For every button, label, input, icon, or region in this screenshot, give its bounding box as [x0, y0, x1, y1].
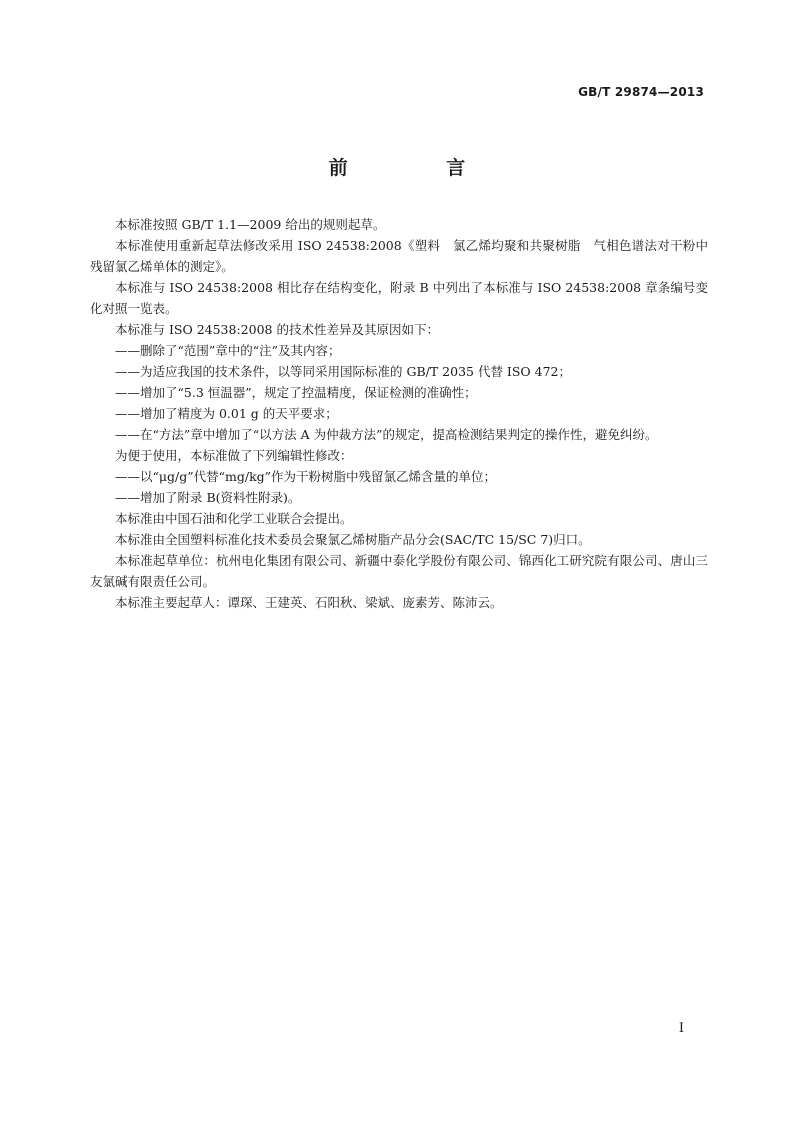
- list-item-difference-2: ——为适应我国的技术条件，以等同采用国际标准的 GB/T 2035 代替 ISO 472；: [115, 364, 572, 379]
- paragraph-proposer: 本标准由中国石油和化学工业联合会提出。: [115, 511, 353, 526]
- paragraph-drafters: 本标准主要起草人：谭琛、王建英、石阳秋、梁斌、庞素芳、陈沛云。: [115, 595, 503, 610]
- list-item-editorial-2: ——增加了附录 B(资料性附录)。: [115, 490, 301, 505]
- paragraph-drafting-rules: 本标准按照 GB/T 1.1—2009 给出的规则起草。: [115, 217, 386, 232]
- list-item-editorial-1: ——以“μg/g”代替“mg/kg”作为干粉树脂中残留氯乙烯含量的单位；: [115, 469, 497, 484]
- list-item-difference-4: ——增加了精度为 0.01 g 的天平要求；: [115, 406, 338, 421]
- foreword-body: [90, 214, 708, 613]
- page-number: I: [678, 1021, 684, 1036]
- list-item-difference-1: ——删除了“范围”章中的“注”及其内容；: [115, 343, 341, 358]
- page-title: 前 言: [328, 157, 512, 179]
- paragraph-adoption-method: 本标准使用重新起草法修改采用 ISO 24538:2008《塑料 氯乙烯均聚和共聚树脂 气相色谱法对干粉中残留氯乙烯单体的测定》。: [90, 238, 708, 274]
- paragraph-structure-changes: 本标准与 ISO 24538:2008 相比存在结构变化，附录 B 中列出了本标准与 ISO 24538:2008 章条编号变化对照一览表。: [90, 280, 708, 316]
- paragraph-editorial-changes: 为便于使用，本标准做了下列编辑性修改：: [115, 448, 353, 463]
- paragraph-drafting-units: 本标准起草单位：杭州电化集团有限公司、新疆中泰化学股份有限公司、锦西化工研究院有限公司、唐山三友氯碱有限责任公司。: [90, 553, 708, 589]
- list-item-difference-3: ——增加了“5.3 恒温器”，规定了控温精度，保证检测的准确性；: [115, 385, 477, 400]
- paragraph-committee: 本标准由全国塑料标准化技术委员会聚氯乙烯树脂产品分会(SAC/TC 15/SC 7)归口。: [115, 532, 591, 547]
- list-item-difference-5: ——在“方法”章中增加了“以方法 A 为仲裁方法”的规定，提高检测结果判定的操作性，避免纠纷。: [115, 427, 658, 442]
- standard-code: GB/T 29874—2013: [578, 85, 704, 99]
- paragraph-technical-differences: 本标准与 ISO 24538:2008 的技术性差异及其原因如下：: [115, 322, 439, 337]
